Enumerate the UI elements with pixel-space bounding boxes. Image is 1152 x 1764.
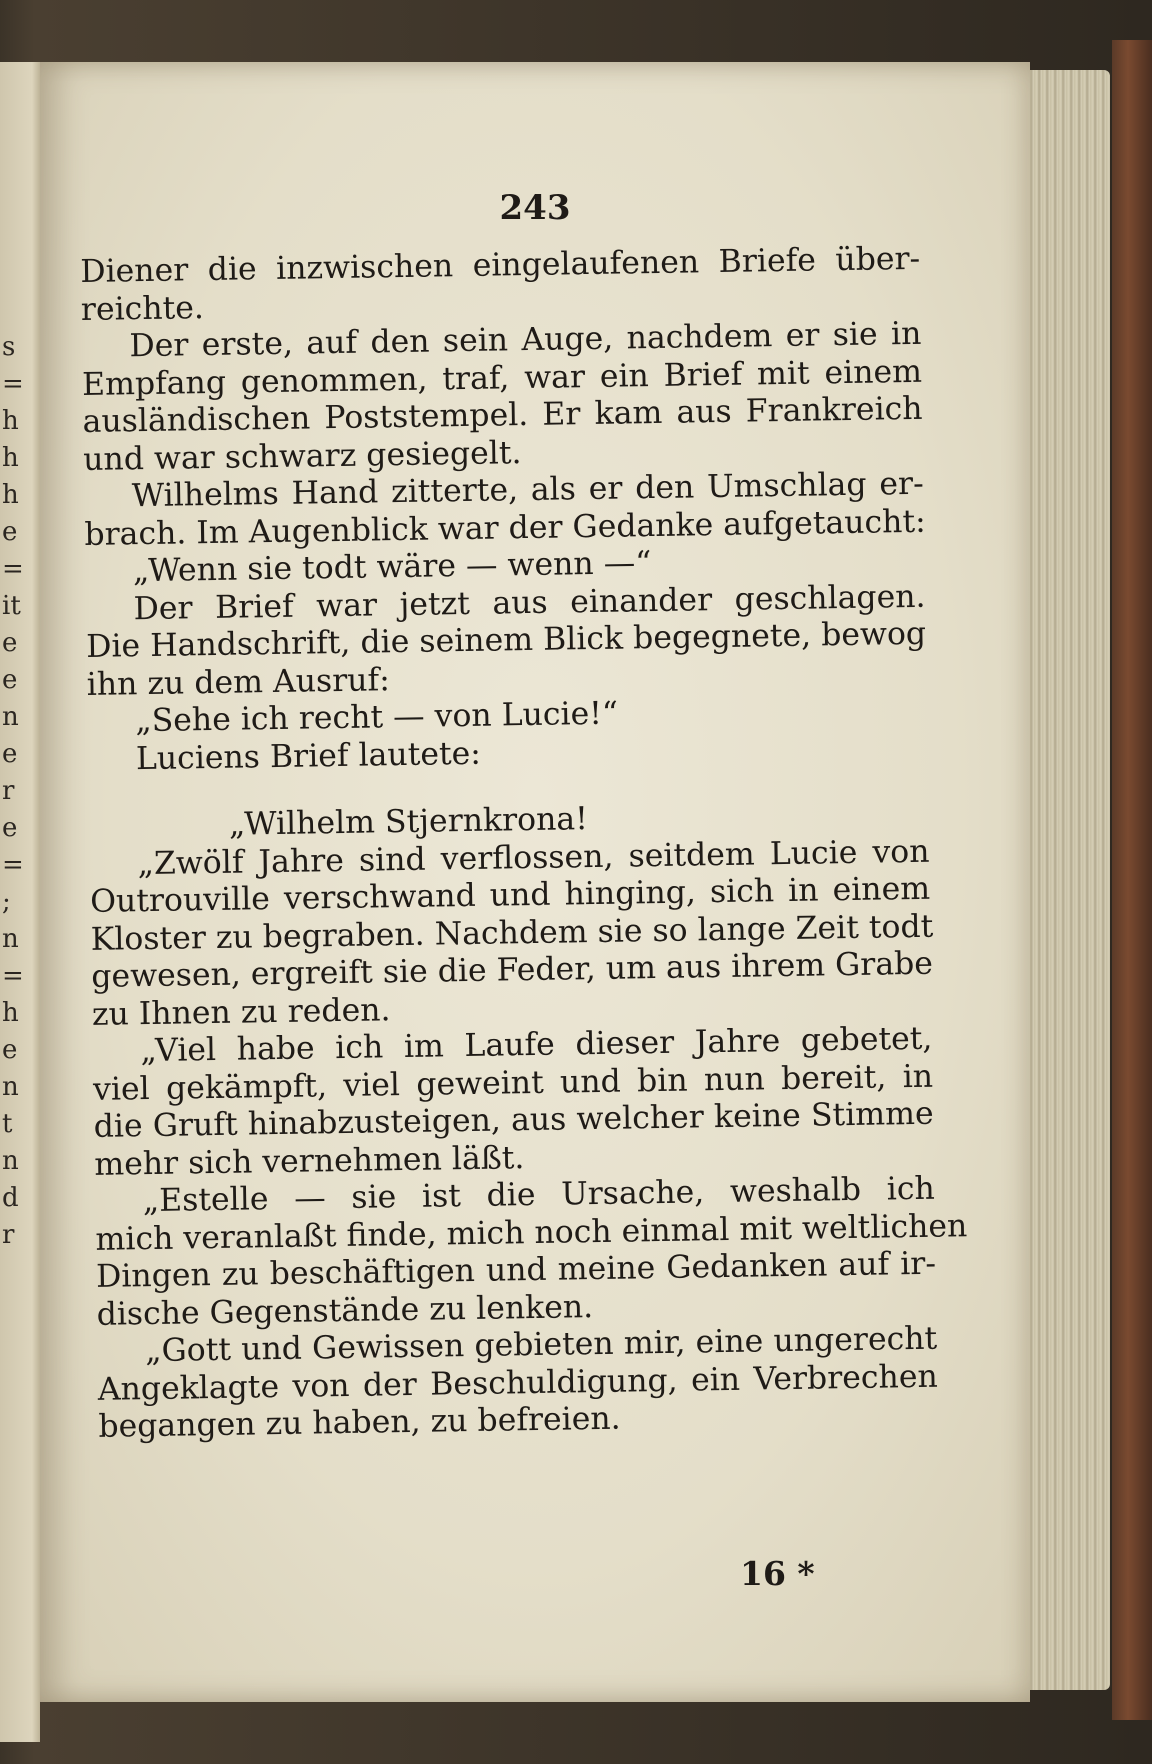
text-line: Outrouville verschwand und hinging, sich in einem [89,870,931,920]
left-page-letter: r [2,1220,15,1250]
left-page-letter: = [2,961,24,991]
left-page-letter: h [2,443,19,473]
text-line: gewesen, ergreift sie die Feder, um aus ihrem Grabe [91,945,934,995]
left-page-letter: e [2,1035,18,1065]
text-line: begangen zu haben, zu befreien. [98,1400,621,1445]
text-line: Diener die inzwischen eingelaufenen Briefe über- [80,240,921,290]
left-page-letter: n [2,924,19,954]
left-page-letter: e [2,517,18,547]
text-line: ihn zu dem Ausruf: [86,661,391,703]
left-page-letter: e [2,813,18,843]
text-line: reichte. [80,289,205,328]
left-page-letter: it [2,591,21,621]
left-page-letter: = [2,554,24,584]
text-line: „Sehe ich recht — von Lucie!“ [135,695,619,740]
text-line: ausländischen Poststempel. Er kam aus Frankreich [82,390,923,440]
left-page-letter: r [2,776,15,806]
left-page-letter: n [2,702,19,732]
text-line: „Gott und Gewissen gebieten mir, eine ungerecht [144,1320,938,1370]
left-page-letter: n [2,1072,19,1102]
text-line: Der Brief war jetzt aus einander geschlagen. [133,578,926,627]
text-line: „Viel habe ich im Laufe dieser Jahre gebetet, [140,1020,933,1070]
text-line: dische Gegenstände zu lenken. [96,1288,594,1333]
text-line: die Gruft hinabzusteigen, aus welcher keine Stimme [93,1095,934,1145]
left-page-letter: n [2,1146,19,1176]
left-page-letter: = [2,369,24,399]
left-page-letter: e [2,628,18,658]
text-line: „Zwölf Jahre sind verflossen, seitdem Lucie von [137,833,930,882]
left-page-letter: = [2,850,24,880]
text-line: Luciens Brief lautete: [135,735,482,777]
text-line: Der erste, auf den sein Auge, nachdem er sie in [129,315,922,365]
text-line: Wilhelms Hand zitterte, als er den Umschlag er- [131,465,924,515]
text-line: Dingen zu beschäftigen und meine Gedanken auf ir- [95,1245,937,1295]
text-line: Angeklagte von der Beschuldigung, ein Verbrechen [97,1358,939,1408]
text-line: und war schwarz gesiegelt. [82,434,522,478]
text-line: „Wenn sie todt wäre — wenn —“ [132,545,652,590]
left-page-letter: e [2,665,18,695]
text-line: mich veranlaßt finde, mich noch einmal mit weltlichen [95,1207,968,1258]
text-line: „Wilhelm Stjernkrona! [228,801,589,843]
text-line: viel gekämpft, viel geweint und bin nun bereit, in [92,1058,934,1108]
left-page-letter: h [2,406,19,436]
book-page [40,62,1030,1702]
left-page-letter: h [2,998,19,1028]
left-page-letter: ; [2,887,11,917]
text-line: zu Ihnen zu reden. [91,991,391,1033]
text-line: brach. Im Augenblick war der Gedanke aufgetaucht: [84,503,926,553]
left-page-letter: t [2,1109,13,1139]
text-line: Die Handschrift, die seinem Blick begegnete, bewog [85,615,927,665]
text-line: mehr sich vernehmen läßt. [94,1139,525,1183]
left-page-letter: h [2,480,19,510]
text-line: Kloster zu begraben. Nachdem sie so lange Zeit todt [90,908,934,958]
left-page-letter: e [2,739,18,769]
left-page-letter: s [2,332,16,362]
text-line: Empfang genommen, traf, war ein Brief mit einem [81,353,923,403]
left-page-letter: d [2,1183,19,1213]
signature-mark: 16 * [740,1554,815,1593]
page-text [80,240,968,1447]
book-cover-edge [1112,40,1152,1720]
page-number: 243 [499,188,571,228]
text-line: „Estelle — sie ist die Ursache, weshalb ich [142,1170,936,1220]
left-page-fragment [0,62,40,1742]
